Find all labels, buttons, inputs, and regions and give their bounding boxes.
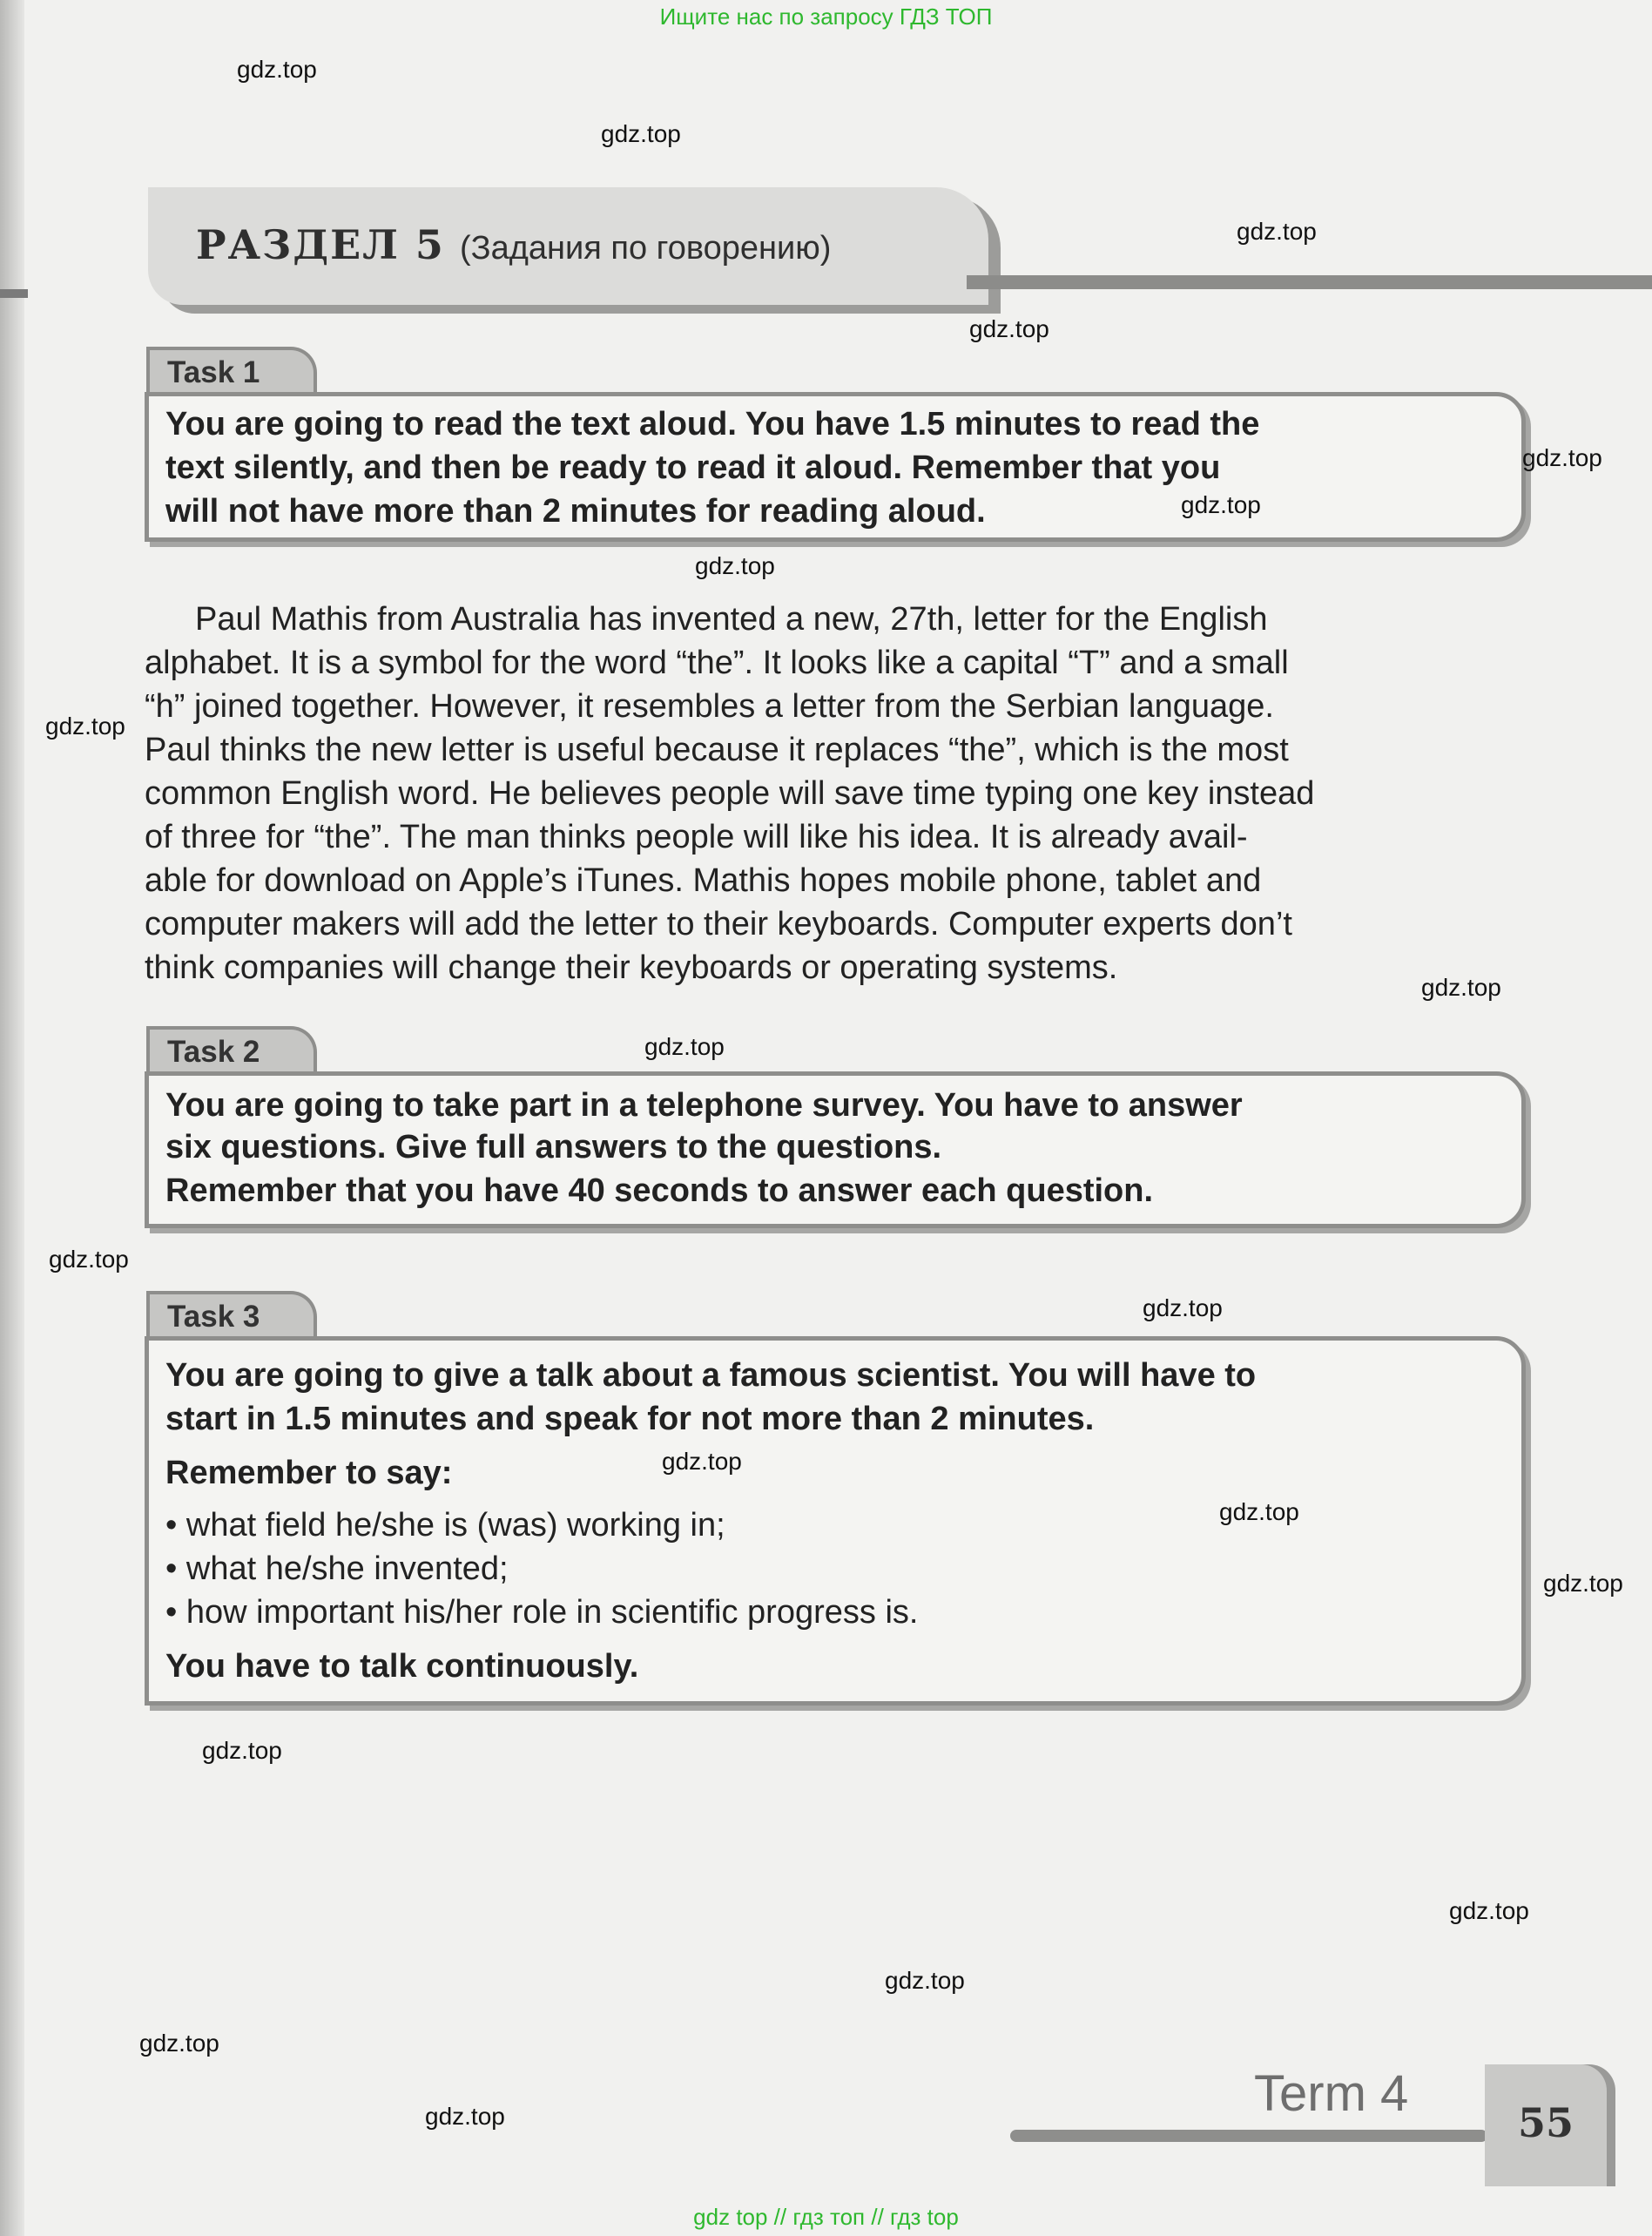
task2-instruction-line: You are going to take part in a telephone survey. You have to answer [165,1087,1243,1124]
term-label: Term 4 [1254,2065,1409,2122]
task3-bullet: • what he/she invented; [165,1550,509,1587]
page-binding-edge [0,0,24,2236]
task1-instruction-line: text silently, and then be ready to read it aloud. Remember that you [165,449,1221,486]
reading-text-line: of three for “the”. The man thinks people will like his idea. It is already avail- [145,819,1248,855]
watermark: gdz.top [425,2103,505,2130]
watermark: gdz.top [1219,1498,1299,1525]
watermark: gdz.top [1543,1570,1623,1597]
task1-instruction-line: will not have more than 2 minutes for reading aloud. [165,493,986,530]
reading-text-line: “h” joined together. However, it resembles a letter from the Serbian language. [145,688,1274,725]
task2-label: Task 2 [146,1026,317,1073]
reading-text-line: alphabet. It is a symbol for the word “the”. It looks like a capital “T” and a small [145,645,1289,681]
edge-mark [0,289,28,298]
watermark: gdz.top [202,1737,282,1764]
task3-instruction-line: start in 1.5 minutes and speak for not more than 2 minutes. [165,1401,1095,1437]
reading-text-line: Paul thinks the new letter is useful because it replaces “the”, which is the most [145,732,1289,768]
watermark: gdz.top [45,713,125,740]
task3-closing: You have to talk continuously. [165,1648,639,1685]
section-title: РАЗДЕЛ 5 [196,221,445,268]
watermark: gdz.top [695,552,775,579]
reading-text-line: able for download on Apple’s iTunes. Mathis hopes mobile phone, tablet and [145,862,1262,899]
watermark: gdz.top [1449,1897,1529,1924]
section-subtitle: (Задания по говорению) [460,230,832,267]
watermark: gdz.top [969,315,1049,342]
search-banner-link[interactable]: Ищите нас по запросу ГДЗ ТОП [659,3,993,30]
footer-links[interactable]: gdz top // гдз топ // гдз top [693,2204,959,2230]
watermark: gdz.top [601,120,681,147]
reading-text-line: common English word. He believes people will save time typing one key instead [145,775,1315,812]
watermark: gdz.top [1143,1294,1223,1321]
watermark: gdz.top [49,1246,129,1273]
watermark: gdz.top [1522,444,1602,471]
task3-bullet: • what field he/she is (was) working in; [165,1507,725,1544]
watermark: gdz.top [1237,218,1317,245]
reading-text-line: computer makers will add the letter to their keyboards. Computer experts don’t [145,906,1292,942]
task3-instruction-line: You are going to give a talk about a famous scientist. You will have to [165,1357,1257,1394]
task3-remember-heading: Remember to say: [165,1455,453,1491]
task3-bullet-text: what he/she invented; [185,1550,509,1587]
task2-instruction-line: Remember that you have 40 seconds to answer each question. [165,1172,1154,1209]
watermark: gdz.top [1421,974,1501,1001]
task3-bullet-text: what field he/she is (was) working in; [185,1507,725,1544]
watermark: gdz.top [1181,491,1261,518]
reading-text-line: Paul Mathis from Australia has invented a new, 27th, letter for the English [195,601,1268,638]
watermark: gdz.top [662,1448,742,1475]
task2-instruction-line: six questions. Give full answers to the questions. [165,1129,942,1165]
task3-label: Task 3 [146,1291,317,1338]
watermark: gdz.top [644,1033,725,1060]
reading-text-line: think companies will change their keyboards or operating systems. [145,949,1118,986]
page-number: 55 [1517,2099,1574,2146]
task3-bullet: • how important his/her role in scientific progress is. [165,1594,919,1631]
task1-label: Task 1 [146,347,317,394]
task1-instruction-line: You are going to read the text aloud. You have 1.5 minutes to read the [165,406,1260,442]
watermark: gdz.top [237,56,317,83]
task3-bullet-text: how important his/her role in scientific progress is. [185,1594,919,1631]
watermark: gdz.top [139,2030,219,2057]
watermark: gdz.top [885,1967,965,1994]
footer-rule [1010,2130,1487,2142]
section-divider [967,275,1652,289]
